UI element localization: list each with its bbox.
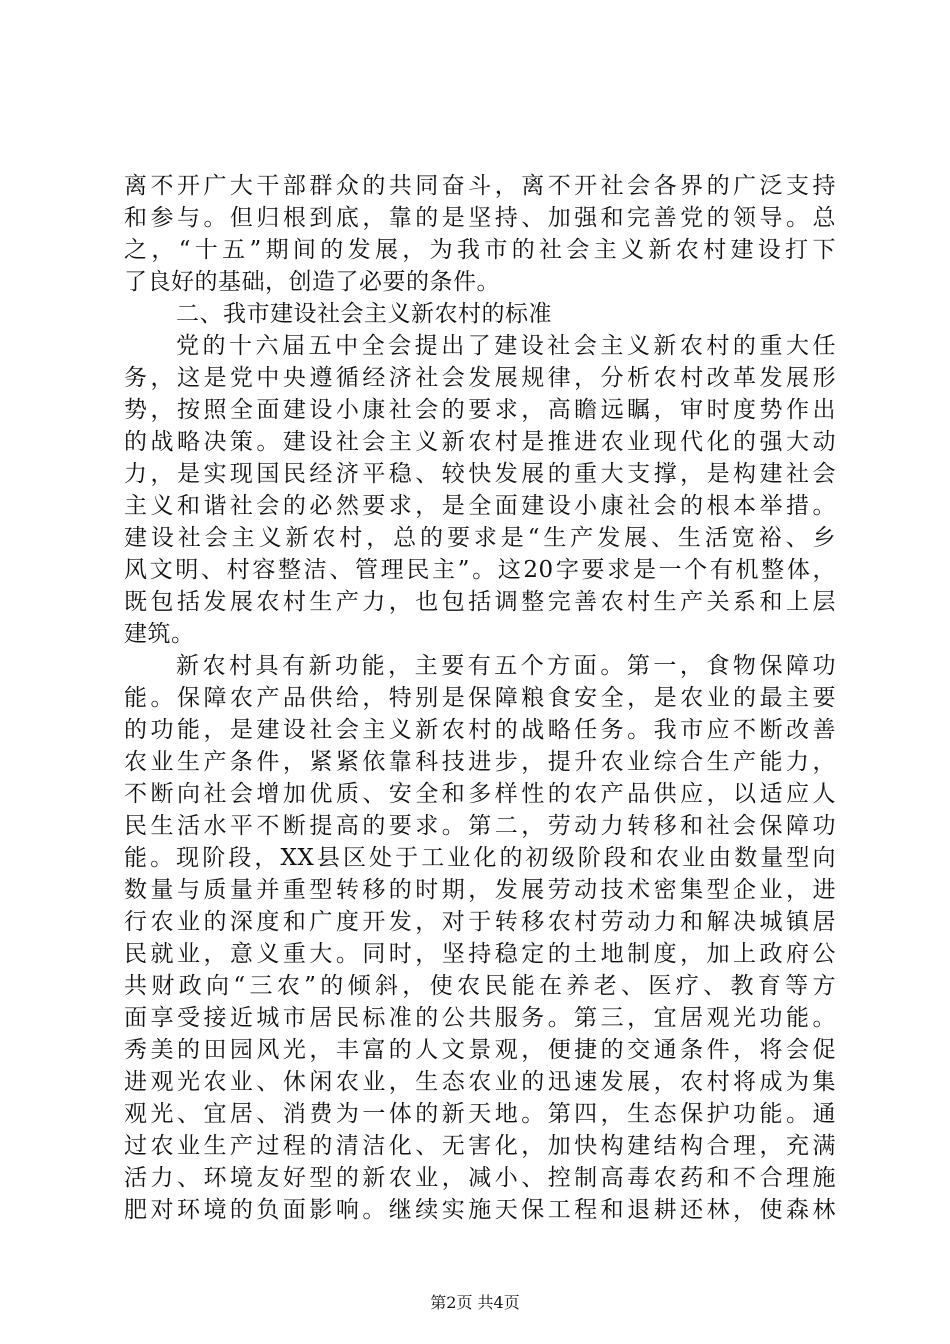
text-line: 和参与。但归根到底，靠的是坚持、加强和完善党的领导。总 [124,205,836,231]
text-line: 了良好的基础，创造了必要的条件。 [124,269,500,295]
text-line: 活力、环境友好型的新农业，减小、控制高毒农药和不合理施 [124,1165,836,1191]
text-line: 势，按照全面建设小康社会的要求，高瞻远瞩，审时度势作出 [124,397,836,423]
page-number: 第2页 共4页 [430,1293,520,1312]
text-line: 面享受接近城市居民标准的公共服务。第三，宜居观光功能。 [124,1005,836,1031]
text-line: 行农业的深度和广度开发，对于转移农村劳动力和解决城镇居 [124,909,836,935]
text-line: 力，是实现国民经济平稳、较快发展的重大支撑，是构建社会 [124,461,836,487]
text-line: 过农业生产过程的清洁化、无害化，加快构建结构合理，充满 [124,1133,836,1159]
text-line: 新农村具有新功能，主要有五个方面。第一，食物保障功 [176,653,836,679]
text-line: 之，“十五”期间的发展，为我市的社会主义新农村建设打下 [124,237,836,263]
text-line: 民就业，意义重大。同时，坚持稳定的土地制度，加上政府公 [124,941,836,967]
text-line: 务，这是党中央遵循经济社会发展规律，分析农村改革发展形 [124,365,836,391]
text-line: 观光、宜居、消费为一体的新天地。第四，生态保护功能。通 [124,1101,836,1127]
text-line: 共财政向“三农”的倾斜，使农民能在养老、医疗、教育等方 [124,973,836,999]
text-line: 肥对环境的负面影响。继续实施天保工程和退耕还林，使森林 [124,1197,836,1223]
text-line: 不断向社会增加优质、安全和多样性的农产品供应，以适应人 [124,781,836,807]
text-line: 的战略决策。建设社会主义新农村是推进农业现代化的强大动 [124,429,836,455]
text-line: 主义和谐社会的必然要求，是全面建设小康社会的根本举措。 [124,493,836,519]
body-text [124,170,836,1226]
text-line: 建筑。 [124,621,195,647]
text-line: 离不开广大干部群众的共同奋斗，离不开社会各界的广泛支持 [124,173,836,199]
text-line: 秀美的田园风光，丰富的人文景观，便捷的交通条件，将会促 [124,1037,836,1063]
section-heading: 二、我市建设社会主义新农村的标准 [176,301,552,327]
text-line: 能。保障农产品供给，特别是保障粮食安全，是农业的最主要 [124,685,836,711]
text-line: 进观光农业、休闲农业，生态农业的迅速发展，农村将成为集 [124,1069,836,1095]
text-line: 党的十六届五中全会提出了建设社会主义新农村的重大任 [176,333,836,359]
text-line: 数量与质量并重型转移的时期，发展劳动技术密集型企业，进 [124,877,836,903]
text-line: 民生活水平不断提高的要求。第二，劳动力转移和社会保障功 [124,813,836,839]
text-line: 既包括发展农村生产力，也包括调整完善农村生产关系和上层 [124,589,836,615]
text-line: 建设社会主义新农村，总的要求是“生产发展、生活宽裕、乡 [124,525,836,551]
text-line: 的功能，是建设社会主义新农村的战略任务。我市应不断改善 [124,717,836,743]
text-line: 能。现阶段，XX县区处于工业化的初级阶段和农业由数量型向 [124,845,836,871]
text-line: 风文明、村容整洁、管理民主”。这20字要求是一个有机整体， [124,557,836,583]
text-line: 农业生产条件，紧紧依靠科技进步，提升农业综合生产能力， [124,749,836,775]
